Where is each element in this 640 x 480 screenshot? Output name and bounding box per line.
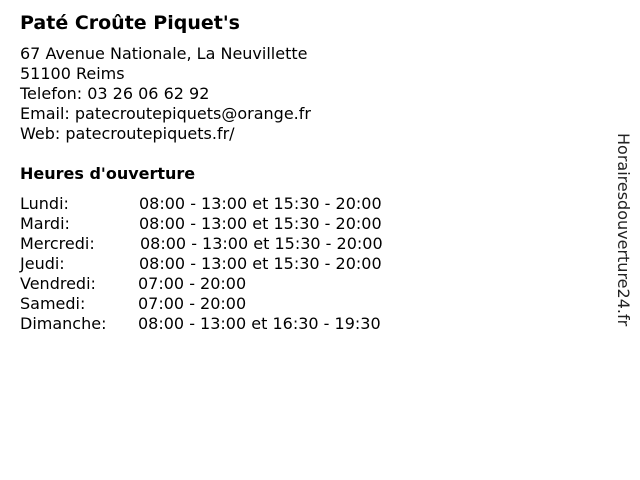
hours-heading: Heures d'ouverture: [20, 164, 196, 183]
day-label: Vendredi:: [20, 274, 96, 293]
time-range: 08:00 - 13:00 et 15:30 - 20:00: [139, 194, 382, 213]
email-line: Email: patecroutepiquets@orange.fr: [20, 104, 311, 123]
time-range: 07:00 - 20:00: [138, 274, 247, 293]
time-range: 08:00 - 13:00 et 15:30 - 20:00: [140, 234, 383, 253]
day-label: Samedi:: [20, 294, 86, 313]
day-label: Mardi:: [20, 214, 70, 233]
address-line-city: 51100 Reims: [20, 64, 125, 83]
site-watermark: Horairesdouverture24.fr: [614, 133, 633, 327]
phone-line: Telefon: 03 26 06 62 92: [20, 84, 210, 103]
address-line-street: 67 Avenue Nationale, La Neuvillette: [20, 44, 308, 63]
web-line: Web: patecroutepiquets.fr/: [20, 124, 235, 143]
contact-info: [20, 44, 311, 144]
day-label: Lundi:: [20, 194, 69, 213]
time-range: 08:00 - 13:00 et 15:30 - 20:00: [139, 214, 382, 233]
time-range: 07:00 - 20:00: [138, 294, 247, 313]
day-label: Dimanche:: [20, 314, 107, 333]
time-range: 08:00 - 13:00 et 15:30 - 20:00: [139, 254, 382, 273]
day-label: Jeudi:: [20, 254, 65, 273]
business-name: Paté Croûte Piquet's: [20, 12, 240, 34]
time-range: 08:00 - 13:00 et 16:30 - 19:30: [138, 314, 381, 333]
day-label: Mercredi:: [20, 234, 95, 253]
